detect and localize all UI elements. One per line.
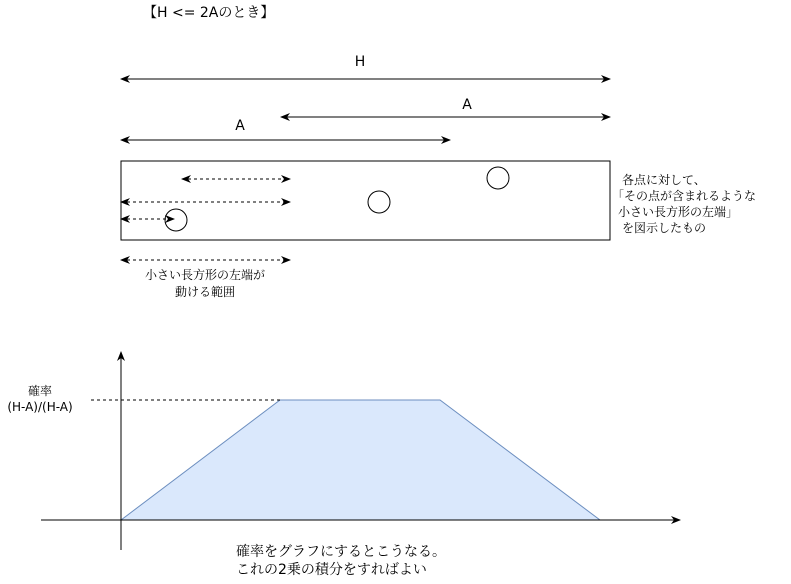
diagram-title: 【H <= 2Aのとき】 — [143, 5, 275, 21]
caption-line-1: 確率をグラフにするとこうなる。 — [236, 544, 446, 560]
caption-line-2: これの2乗の積分をすればよい — [236, 562, 427, 578]
a-right-label: A — [462, 97, 472, 113]
range-label-line-1: 小さい長方形の左端が — [144, 268, 266, 282]
a-left-label: A — [235, 118, 245, 134]
large-rectangle — [121, 161, 610, 240]
note-line-2: 「その点が含まれるような — [612, 189, 757, 203]
note-line-3: 小さい長方形の左端」 — [618, 205, 739, 219]
probability-trapezoid — [121, 400, 600, 520]
note-line-1: 各点に対して、 — [622, 173, 706, 187]
range-label-line-2: 動ける範囲 — [174, 285, 236, 299]
probability-label-line-1: 確率 — [27, 384, 53, 398]
h-label: H — [354, 54, 366, 70]
note-line-4: を図示したもの — [622, 221, 707, 235]
probability-label-line-2: (H-A)/(H-A) — [7, 400, 73, 414]
